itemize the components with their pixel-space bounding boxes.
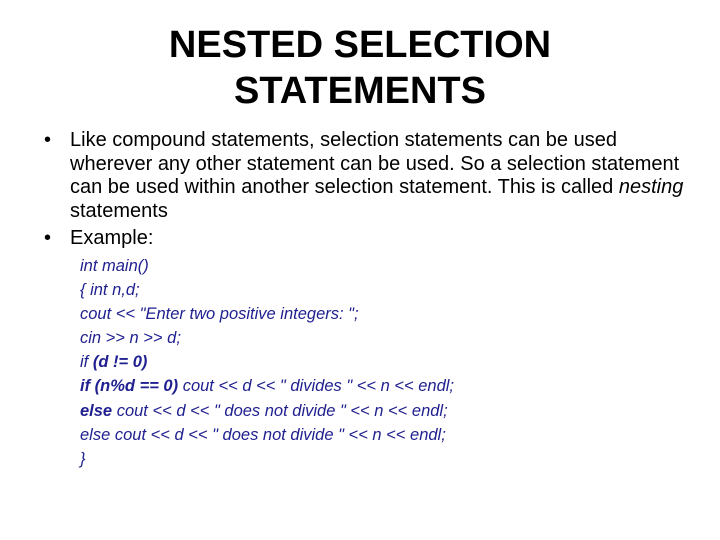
bullet-emphasis: nesting: [618, 176, 684, 198]
code-keyword: if: [80, 353, 93, 372]
bullet-text: Example:: [70, 227, 154, 249]
code-line: [80, 350, 454, 374]
bullet-text-suffix: statements: [70, 199, 168, 222]
bullet-dot-icon: •: [44, 129, 52, 151]
code-line: }: [80, 449, 86, 468]
bullet-dot-icon: •: [44, 227, 52, 249]
bullet-item-nesting: [44, 129, 684, 223]
code-condition: (d != 0): [92, 353, 148, 372]
code-line: [80, 399, 454, 423]
bullet-list: [44, 129, 684, 251]
code-example: [80, 254, 454, 471]
code-line: cin >> n >> d;: [80, 329, 181, 348]
code-line: else cout << d << " does not divide " << n << endl;: [80, 425, 446, 444]
bullet-item-example: [44, 227, 684, 251]
code-line: { int n,d;: [80, 281, 140, 300]
code-keyword: else: [80, 401, 113, 420]
code-line: int main(): [80, 257, 149, 275]
bullet-text: Like compound statements, selection statements can be used wherever any other statement can be used. So a selection statement can be used within another selection statement. This is called: [70, 129, 680, 198]
slide-title-line-2: STATEMENTS: [234, 70, 486, 112]
code-line: [80, 374, 454, 398]
code-statement: cout << d << " divides " << n << endl;: [178, 377, 455, 396]
code-line: cout << "Enter two positive integers: ";: [80, 305, 359, 324]
code-statement: cout << d << " does not divide " << n << endl;: [112, 401, 448, 420]
code-condition: if (n%d == 0): [80, 377, 179, 396]
slide-title: [40, 22, 680, 114]
slide-title-line-1: NESTED SELECTION: [168, 24, 552, 66]
